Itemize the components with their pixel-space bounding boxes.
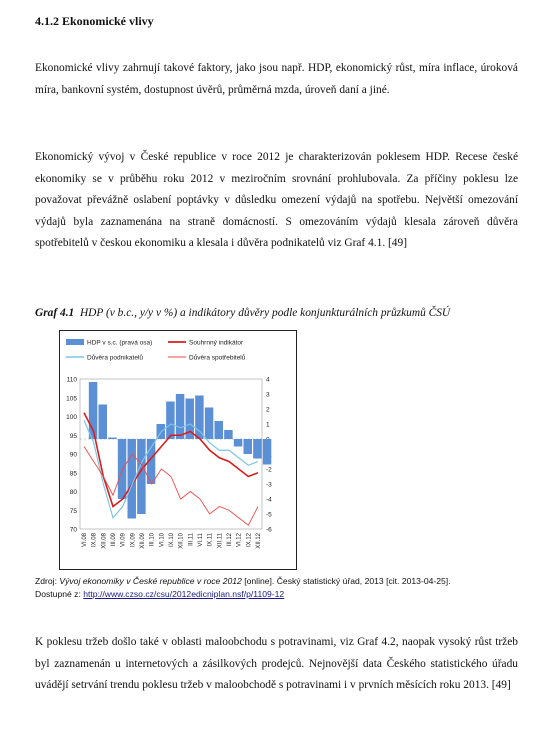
hdp-bar [118, 439, 126, 499]
hdp-bar [99, 405, 107, 440]
y-left-tick-label: 100 [66, 414, 77, 421]
x-tick-label: XII.10 [178, 533, 185, 549]
y-left-tick-label: 70 [69, 526, 77, 534]
y-right-tick-label: 3 [266, 391, 270, 399]
hdp-bar [195, 396, 203, 440]
x-tick-label: XII.12 [256, 533, 262, 549]
x-tick-label: XII.09 [140, 533, 146, 549]
x-tick-label: XII.08 [101, 533, 108, 549]
x-tick-label: IX.09 [130, 533, 137, 548]
x-tick-label: III.10 [149, 533, 156, 547]
x-tick-label: VI.10 [159, 533, 166, 548]
paragraph-text: K poklesu tržeb došlo také v oblasti maloobchodu s potravinami, viz Graf 4.2, naopak vysoký růst tržeb byl zaznamenán u internetových a zásilkových prodejců. Nejnovější data Českého statistického úřadu uvádějí setrvání trendu poklesu tržeb v maloobchodě s potravinami i v prvních měsících roku 2013. [49] [35, 636, 518, 691]
legend-label: Souhrnný indikátor [189, 339, 244, 347]
available-label: Dostupné z: [35, 589, 84, 599]
x-tick-label: IX.11 [207, 533, 214, 547]
y-left-tick-label: 105 [66, 395, 77, 403]
y-right-tick-label: -3 [266, 481, 272, 489]
hdp-bar [253, 439, 261, 459]
paragraph-retail-sales [35, 632, 518, 697]
y-left-tick-label: 90 [69, 451, 77, 459]
gdp-confidence-chart [60, 331, 296, 569]
paragraph-text: Ekonomické vlivy zahrnují takové faktory, jako jsou např. HDP, ekonomický růst, míra inflace, úroková míra, bankovní systém, dostupnost úvěrů, průměrná mzda, úroveň daní a jiné. [35, 62, 518, 96]
y-right-tick-label: -5 [266, 511, 272, 519]
y-right-tick-label: -6 [266, 526, 272, 534]
source-title: Vývoj ekonomiky v České republice v roce 2012 [59, 576, 242, 586]
hdp-bar [234, 439, 242, 447]
hdp-bar [244, 439, 252, 454]
hdp-bar [108, 438, 116, 440]
x-tick-label: VI.11 [198, 533, 204, 547]
legend-label: HDP v s.c. (pravá osa) [87, 339, 153, 347]
paragraph-text: Ekonomický vývoj v České republice v roce 2012 je charakterizován poklesem HDP. Recese české ekonomiky se v průběhu roku 2012 v meziročním srovnání prohlubovala. Za příčiny poklesu lze považovat převážně oslabení poptávky v důsledku omezení výdajů na spotřebu. Největší omezování výdajů byla zaznamenána na straně domácností. S omezováním výdajů klesala zároveň důvěra spotřebitelů v českou ekonomiku a klesala i důvěra podnikatelů viz Graf 4.1. [49] [35, 151, 518, 249]
hdp-bar [166, 402, 174, 440]
source-link[interactable]: http://www.czso.cz/csu/2012edicniplan.nsf/p/1109-12 [83, 589, 285, 599]
hdp-bar [205, 408, 213, 440]
hdp-bar [176, 394, 184, 439]
x-tick-label: III.12 [227, 533, 233, 547]
y-right-tick-label: 1 [266, 421, 270, 429]
legend-swatch [66, 339, 84, 345]
y-right-tick-label: -2 [266, 466, 272, 474]
y-right-tick-label: 4 [266, 376, 270, 384]
legend-label: Důvěra podnikatelů [87, 354, 144, 362]
figure-caption [35, 307, 450, 319]
section-heading: 4.1.2 Ekonomické vlivy [35, 14, 154, 28]
x-tick-label: III.11 [188, 533, 195, 546]
x-tick-label: IX.10 [169, 533, 175, 548]
legend-label: Důvěra spotřebitelů [189, 354, 246, 362]
x-tick-label: IX.12 [246, 533, 253, 548]
chart-frame [59, 330, 297, 570]
figure-caption-text: HDP (v b.c., y/y v %) a indikátory důvěry podle konjunkturálních průzkumů ČSÚ [79, 307, 451, 319]
y-left-tick-label: 110 [66, 376, 77, 384]
y-left-tick-label: 80 [69, 489, 77, 496]
x-tick-label: IX.08 [91, 533, 98, 548]
hdp-bar [224, 430, 232, 439]
figure-label: Graf 4.1 [35, 307, 75, 319]
y-right-tick-label: -4 [266, 496, 272, 504]
paragraph-economic-development [35, 147, 518, 255]
hdp-bar [137, 439, 145, 514]
y-left-tick-label: 95 [69, 432, 77, 440]
paragraph-economic-influences [35, 58, 518, 101]
y-left-tick-label: 85 [69, 470, 77, 478]
source-details: [online]. Český statistický úřad, 2013 [cit. 2013-04-25]. [241, 576, 451, 586]
hdp-bar [215, 421, 223, 439]
y-right-tick-label: 2 [266, 406, 270, 414]
x-tick-label: XII.11 [217, 533, 224, 549]
x-tick-label: VI.08 [82, 533, 88, 548]
x-tick-label: VI.12 [236, 533, 243, 548]
y-left-tick-label: 75 [69, 507, 77, 515]
hdp-bar [263, 439, 271, 465]
figure-source [35, 575, 518, 601]
source-prefix: Zdroj: [35, 576, 60, 586]
x-tick-label: VI.09 [120, 533, 127, 548]
x-tick-label: III.09 [111, 533, 117, 547]
